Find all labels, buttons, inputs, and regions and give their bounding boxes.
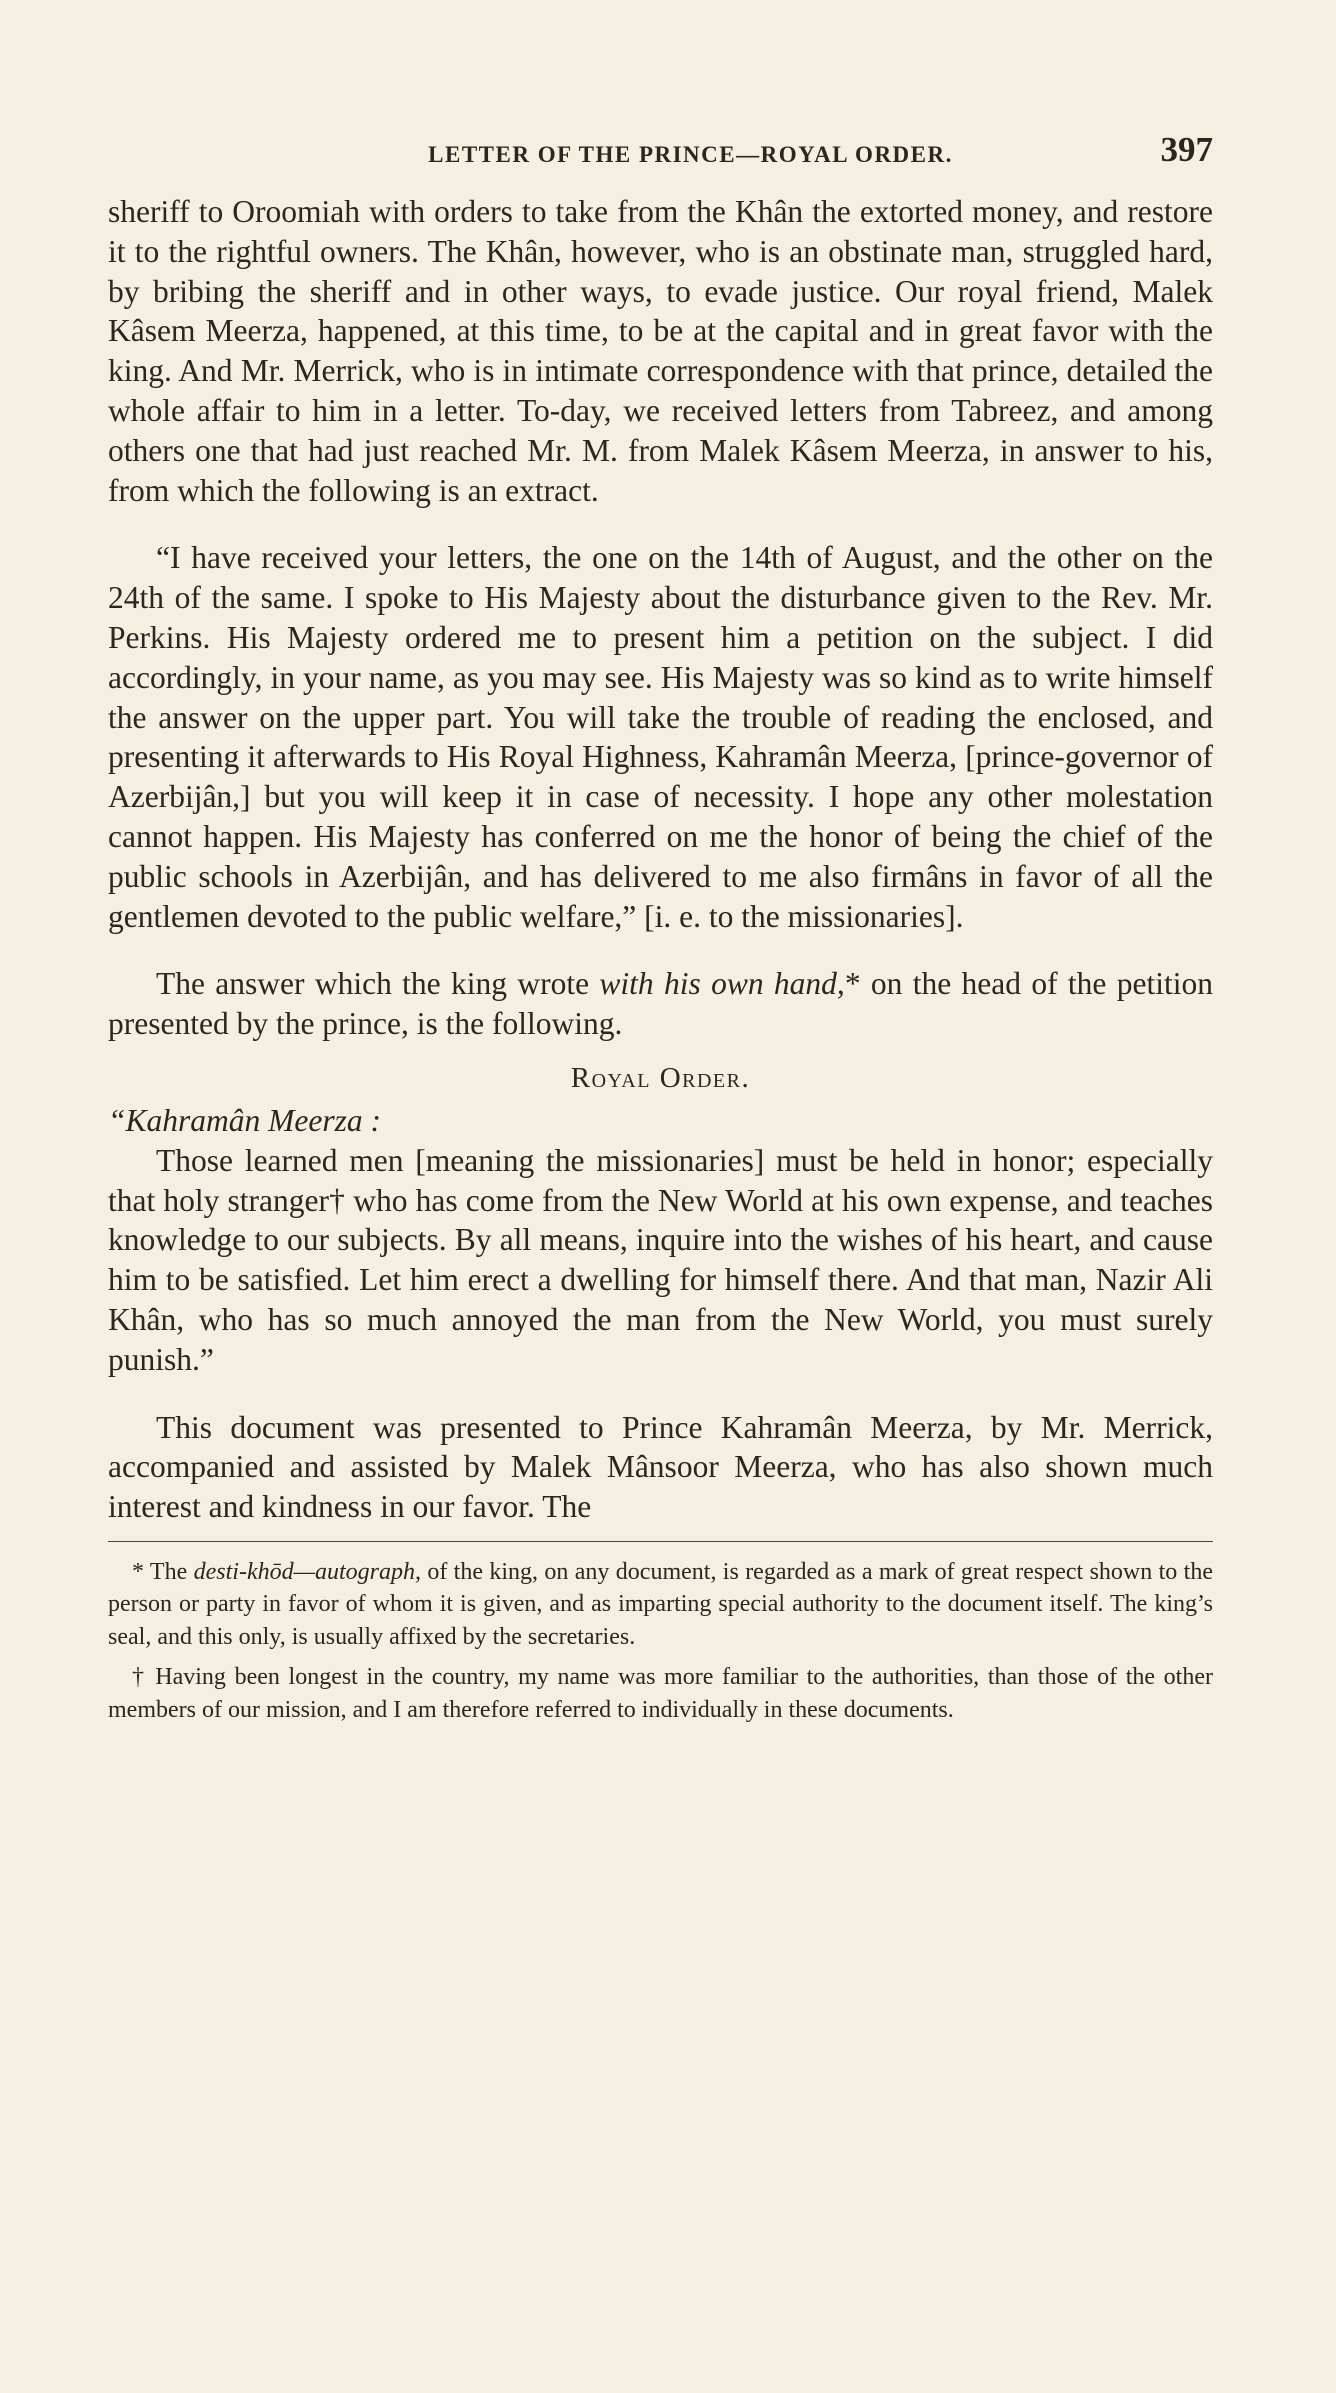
- king-answer-lead: The answer which the king wrote: [156, 966, 600, 1002]
- king-answer-italic: with his own hand,: [599, 966, 845, 1002]
- footnote-ref-star: *: [844, 966, 861, 1002]
- section-heading-royal-order: Royal Order.: [570, 1061, 751, 1094]
- paragraph-prince-letter: “I have received your letters, the one on the 14th of August, and the other on the 24th of the same. I spoke to His Majesty about the disturbance given to the Rev. Mr. Perkins. His Majesty ordered me to present him a petition on the subject. I did accordingly, in your name, as you may see. His Majesty was so kind as to write himself the answer on the upper part. You will take the trouble of reading the enclosed, and presenting it afterwards to His Royal Highness, Kahramân Meerza, [prince-governor of Azerbijân,] but you will keep it in case of necessity. I hope any other molestation cannot happen. His Majesty has conferred on me the honor of being the chief of the public schools in Azerbijân, and has delivered to me also firmâns in favor of all the gentlemen devoted to the public welfare,” [i. e. to the missionaries].: [108, 540, 1213, 934]
- paragraph-king-answer: [108, 964, 1213, 1044]
- running-head: [108, 130, 1213, 178]
- footnote-divider: [108, 1541, 1213, 1542]
- royal-order-address: “Kahramân Meerza :: [108, 1102, 381, 1138]
- footnote-autograph: [108, 1556, 1213, 1654]
- running-title: LETTER OF THE PRINCE—ROYAL ORDER.: [428, 142, 953, 167]
- paragraph-sheriff: sheriff to Oroomiah with orders to take from the Khân the extorted money, and restore it to the rightful owners. The Khân, however, who is an obstinate man, struggled hard, by bribing the sheriff and in other ways, to evade justice. Our royal friend, Malek Kâsem Meerza, happened, at this time, to be at the capital and in great favor with the king. And Mr. Merrick, who is in intimate correspondence with that prince, detailed the whole affair to him in a letter. To-day, we received letters from Tabreez, and among others one that had just reached Mr. M. from Malek Kâsem Meerza, in answer to his, from which the following is an extract.: [108, 194, 1213, 508]
- book-page: [108, 130, 1213, 1726]
- footnote-1-mark: * The: [132, 1558, 194, 1585]
- footnote-1-italic: desti-khōd—autograph,: [193, 1558, 421, 1585]
- paragraph-document-presented: This document was presented to Prince Kahramân Meerza, by Mr. Merrick, accompanied and assisted by Malek Mânsoor Meerza, who has also shown much interest and kindness in our favor. The: [108, 1409, 1213, 1525]
- king-answer-tail: on the head of the petition presented by the prince, is the following.: [108, 966, 1213, 1042]
- paragraph-royal-order: Those learned men [meaning the missionaries] must be held in honor; especially that holy stranger† who has come from the New World at his own expense, and teaches knowledge to our subjects. By all means, inquire into the wishes of his heart, and cause him to be satisfied. Let him erect a dwelling for himself there. And that man, Nazir Ali Khân, who has so much annoyed the man from the New World, you must surely punish.”: [108, 1142, 1213, 1377]
- footnote-holy-stranger: † Having been longest in the country, my name was more familiar to the authorities, than those of the other members of our mission, and I am therefore referred to individually in these documents.: [108, 1664, 1213, 1723]
- page-number: 397: [1160, 130, 1213, 169]
- footnote-1-text: of the king, on any document, is regarded as a mark of great respect shown to the person or party in favor of whom it is given, and as imparting special authority to the document itself. The king’s seal, and this only, is usually affixed by the secretaries.: [108, 1558, 1213, 1650]
